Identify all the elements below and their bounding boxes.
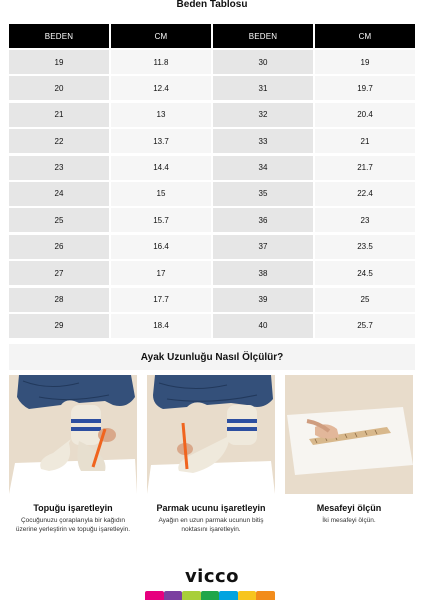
cm-cell: 24.5 xyxy=(315,261,415,285)
size-cell: 20 xyxy=(9,76,109,100)
cm-cell: 12.4 xyxy=(111,76,211,100)
cm-cell: 23.5 xyxy=(315,235,415,259)
cm-cell: 21.7 xyxy=(315,156,415,180)
brand-logo: vicco xyxy=(184,566,240,587)
size-cell: 19 xyxy=(9,50,109,74)
table-row xyxy=(9,129,415,153)
cm-cell: 22.4 xyxy=(315,182,415,206)
size-cell: 22 xyxy=(9,129,109,153)
table-row xyxy=(9,235,415,259)
table-row xyxy=(9,314,415,338)
size-cell: 38 xyxy=(213,261,313,285)
brand-color-swatch xyxy=(219,591,238,600)
brand-color-swatch xyxy=(164,591,183,600)
size-cell: 24 xyxy=(9,182,109,206)
page-title: Beden Tablosu xyxy=(176,0,248,10)
table-body xyxy=(9,50,415,338)
table-row xyxy=(9,288,415,312)
table-row xyxy=(9,156,415,180)
step-measure-distance xyxy=(285,375,413,534)
cm-cell: 19 xyxy=(315,50,415,74)
table-header-row xyxy=(9,24,415,48)
measuring-photo xyxy=(285,375,413,494)
size-cell: 28 xyxy=(9,288,109,312)
cm-cell: 25 xyxy=(315,288,415,312)
cm-cell: 21 xyxy=(315,129,415,153)
size-cell: 40 xyxy=(213,314,313,338)
cm-cell: 13.7 xyxy=(111,129,211,153)
cm-cell: 14.4 xyxy=(111,156,211,180)
table-row xyxy=(9,208,415,232)
cm-cell: 17.7 xyxy=(111,288,211,312)
cm-cell: 16.4 xyxy=(111,235,211,259)
step-description: Ayağın en uzun parmak ucunun bitiş noktasını işaretleyin. xyxy=(158,517,264,533)
cm-cell: 25.7 xyxy=(315,314,415,338)
header-cell: CM xyxy=(315,24,415,48)
heel-marking-photo xyxy=(9,375,137,494)
size-cell: 31 xyxy=(213,76,313,100)
table-row xyxy=(9,76,415,100)
size-cell: 21 xyxy=(9,103,109,127)
cm-cell: 18.4 xyxy=(111,314,211,338)
size-cell: 32 xyxy=(213,103,313,127)
size-cell: 30 xyxy=(213,50,313,74)
brand-color-swatch xyxy=(256,591,275,600)
table-row xyxy=(9,182,415,206)
size-cell: 27 xyxy=(9,261,109,285)
step-title: Mesafeyi ölçün xyxy=(316,503,382,513)
step-title: Parmak ucunu işaretleyin xyxy=(156,503,266,513)
table-row xyxy=(9,103,415,127)
cm-cell: 23 xyxy=(315,208,415,232)
brand-color-swatch xyxy=(238,591,257,600)
size-cell: 33 xyxy=(213,129,313,153)
cm-cell: 15 xyxy=(111,182,211,206)
header-cell: CM xyxy=(111,24,211,48)
size-chart-table xyxy=(9,24,415,340)
step-mark-toe xyxy=(147,375,275,534)
size-cell: 34 xyxy=(213,156,313,180)
size-cell: 36 xyxy=(213,208,313,232)
size-cell: 35 xyxy=(213,182,313,206)
table-row xyxy=(9,261,415,285)
measure-steps xyxy=(9,375,415,534)
size-cell: 23 xyxy=(9,156,109,180)
size-cell: 29 xyxy=(9,314,109,338)
cm-cell: 11.8 xyxy=(111,50,211,74)
size-cell: 26 xyxy=(9,235,109,259)
brand-color-bar xyxy=(145,591,275,600)
brand-color-swatch xyxy=(145,591,164,600)
cm-cell: 13 xyxy=(111,103,211,127)
step-title: Topuğu işaretleyin xyxy=(33,503,113,513)
step-mark-heel xyxy=(9,375,137,534)
measure-heading: Ayak Uzunluğu Nasıl Ölçülür? xyxy=(9,344,415,370)
header-cell: BEDEN xyxy=(9,24,109,48)
brand-color-swatch xyxy=(201,591,220,600)
size-cell: 25 xyxy=(9,208,109,232)
brand-color-swatch xyxy=(182,591,201,600)
cm-cell: 19.7 xyxy=(315,76,415,100)
header-cell: BEDEN xyxy=(213,24,313,48)
cm-cell: 20.4 xyxy=(315,103,415,127)
toe-marking-photo xyxy=(147,375,275,494)
step-description: İki mesafeyi ölçün. xyxy=(322,517,376,524)
step-description: Çocuğunuzu çoraplarıyla bir kağıdın üzerine yerleştirin ve topuğu işaretleyin. xyxy=(15,517,131,533)
size-cell: 37 xyxy=(213,235,313,259)
table-row xyxy=(9,50,415,74)
size-cell: 39 xyxy=(213,288,313,312)
cm-cell: 17 xyxy=(111,261,211,285)
cm-cell: 15.7 xyxy=(111,208,211,232)
